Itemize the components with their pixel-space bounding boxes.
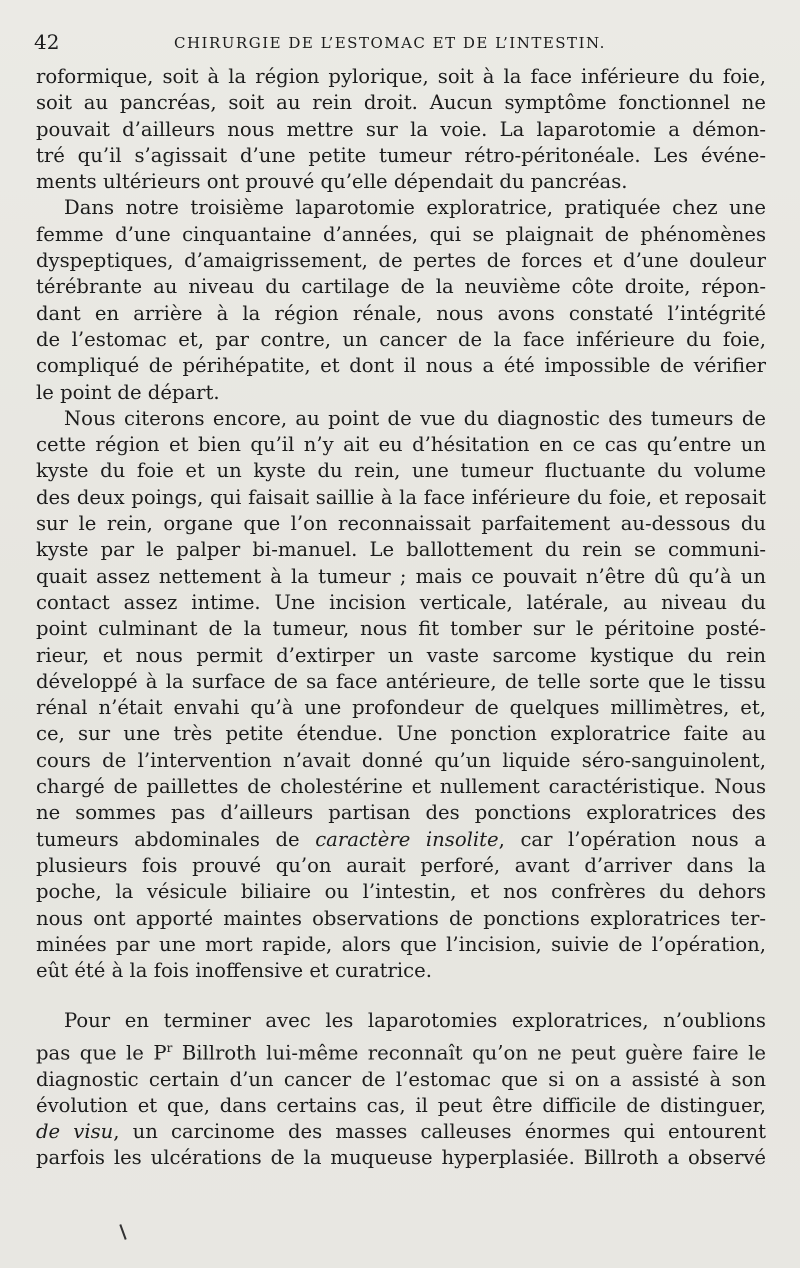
- text-line: quait assez nettement à la tumeur ; mais ce pouvait n’être dû qu’à un: [36, 564, 766, 588]
- text-line: kyste par le palper bi-manuel. Le ballottement du rein se communi-: [36, 538, 766, 562]
- text-line: kyste du foie et un kyste du rein, une tumeur fluctuante du volume: [36, 459, 766, 483]
- running-title: CHIRURGIE DE L’ESTOMAC ET DE L’INTESTIN.: [174, 34, 606, 52]
- text-line: sur le rein, organe que l’on reconnaissait parfaitement au-dessous du: [36, 512, 766, 536]
- text-line-italic: [36, 1119, 766, 1145]
- text-line: développé à la surface de sa face antérieure, de telle sorte que le tissu: [36, 669, 766, 693]
- text-line: ne sommes pas d’ailleurs partisan des ponctions exploratrices des: [36, 801, 766, 825]
- text-line: térébrante au niveau du cartilage de la neuvième côte droite, répon-: [36, 275, 766, 299]
- text-line: dyspeptiques, d’amaigrissement, de pertes de forces et d’une douleur: [36, 249, 766, 273]
- superscript: r: [166, 1040, 173, 1055]
- text-line: point culminant de la tumeur, nous fit tomber sur le péritoine posté-: [36, 617, 766, 641]
- text-line: pouvait d’ailleurs nous mettre sur la voie. La laparotomie a démon-: [36, 117, 766, 141]
- page-number: 42: [34, 30, 60, 54]
- text-line: le point de départ.: [36, 380, 220, 404]
- text-segment: tumeurs abdominales de: [36, 827, 316, 851]
- text-line: des deux poings, qui faisait saillie à la face inférieure du foie, et reposait: [36, 485, 766, 509]
- paragraph-3: [36, 406, 766, 985]
- text-line: tré qu’il s’agissait d’une petite tumeur rétro-péritonéale. Les événe-: [36, 143, 766, 167]
- text-line: soit au pancréas, soit au rein droit. Aucun symptôme fonctionnel ne: [36, 91, 766, 115]
- text-line: compliqué de périhépatite, et dont il nous a été impossible de vérifier: [36, 354, 766, 378]
- paragraph-1: [36, 64, 766, 195]
- text-line: contact assez intime. Une incision verticale, latérale, au niveau du: [36, 590, 766, 614]
- text-line: minées par une mort rapide, alors que l’incision, suivie de l’opération,: [36, 932, 766, 956]
- text-line: eût été à la fois inoffensive et curatrice.: [36, 959, 432, 983]
- text-line-italic: [36, 827, 766, 853]
- text-line: diagnostic certain d’un cancer de l’estomac que si on a assisté à son: [36, 1067, 766, 1091]
- running-header: [34, 30, 774, 60]
- text-line: rieur, et nous permit d’extirper un vaste sarcome kystique du rein: [36, 643, 766, 667]
- text-line: ments ultérieurs ont prouvé qu’elle dépendait du pancréas.: [36, 170, 628, 194]
- text-line: roformique, soit à la région pylorique, soit à la face inférieure du foie,: [36, 65, 766, 88]
- text-segment: Billroth lui-même reconnaît qu’on ne peut guère faire le: [172, 1041, 766, 1065]
- text-line-superscript: [36, 1035, 766, 1067]
- text-line: Nous citerons encore, au point de vue du diagnostic des tumeurs de: [64, 406, 766, 430]
- italic-phrase: de visu: [36, 1120, 114, 1144]
- text-line: parfois les ulcérations de la muqueuse hyperplasiée. Billroth a observé: [36, 1146, 766, 1170]
- paragraph-gap: [36, 984, 766, 1008]
- text-line: chargé de paillettes de cholestérine et nullement caractéristique. Nous: [36, 775, 766, 799]
- text-line: Dans notre troisième laparotomie exploratrice, pratiquée chez une: [64, 196, 766, 220]
- text-segment: , car l’opération nous a: [498, 827, 766, 851]
- paragraph-4: [36, 1008, 766, 1171]
- text-line: rénal n’était envahi qu’à une profondeur de quelques millimètres, et,: [36, 696, 766, 720]
- italic-phrase: caractère insolite: [315, 827, 499, 851]
- text-line: cours de l’intervention n’avait donné qu’un liquide séro-sanguinolent,: [36, 748, 766, 772]
- text-line: femme d’une cinquantaine d’années, qui se plaignait de phénomènes: [36, 222, 766, 246]
- stray-mark: [119, 1224, 126, 1240]
- text-line: de l’estomac et, par contre, un cancer de la face inférieure du foie,: [36, 327, 766, 351]
- paragraph-2: [36, 195, 766, 405]
- text-line: Pour en terminer avec les laparotomies exploratrices, n’oublions: [64, 1009, 766, 1033]
- body-text: [36, 64, 766, 1172]
- text-line: cette région et bien qu’il n’y ait eu d’hésitation en ce cas qu’entre un: [36, 433, 766, 457]
- text-line: ce, sur une très petite étendue. Une ponction exploratrice faite au: [36, 722, 766, 746]
- text-line: dant en arrière à la région rénale, nous avons constaté l’intégrité: [36, 301, 766, 325]
- text-line: poche, la vésicule biliaire ou l’intestin, et nos confrères du dehors: [36, 880, 766, 904]
- text-line: nous ont apporté maintes observations de ponctions exploratrices ter-: [36, 906, 766, 930]
- text-segment: , un carcinome des masses calleuses énormes qui entourent: [113, 1120, 766, 1144]
- text-segment: pas que le P: [36, 1041, 167, 1065]
- text-line: plusieurs fois prouvé qu’on aurait perforé, avant d’arriver dans la: [36, 853, 766, 877]
- text-line: évolution et que, dans certains cas, il peut être difficile de distinguer,: [36, 1093, 766, 1117]
